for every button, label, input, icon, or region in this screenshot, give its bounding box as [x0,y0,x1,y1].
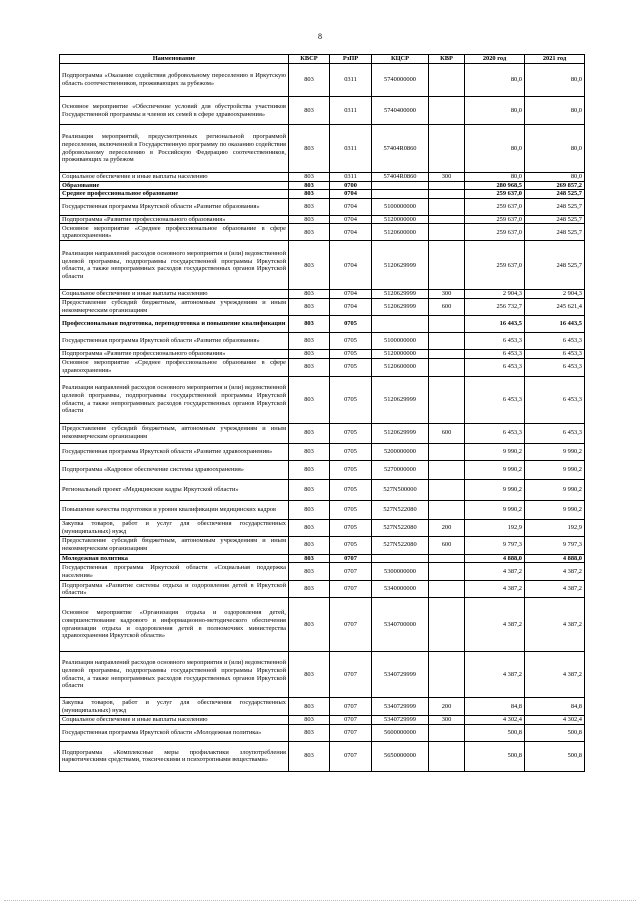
cell-name: Закупка товаров, работ и услуг для обеспечения государственных (муниципальных) нужд [60,519,289,536]
cell-name: Основное мероприятие «Среднее профессиональное образование в сфере здравоохранения» [60,224,289,241]
cell-name: Основное мероприятие «Обеспечение условий для обустройства участников Государственной программы и членов их семей в сфере здравоохранения» [60,97,289,125]
header-kcsr: КЦСР [372,55,429,64]
cell-rzpr: 0705 [330,376,372,423]
cell-2020: 9 990,2 [465,479,525,500]
table-row [60,423,585,443]
cell-kvsr: 803 [289,554,330,563]
cell-name: Образование [60,181,289,190]
cell-kvsr: 803 [289,741,330,771]
table-row [60,198,585,215]
cell-kcsr: 5100000000 [372,198,429,215]
cell-kvsr: 803 [289,598,330,652]
cell-name: Среднее профессиональное образование [60,190,289,199]
cell-kvsr: 803 [289,443,330,460]
cell-kvr [429,460,465,479]
cell-name: Реализация направлений расходов основного мероприятия и (или) ведомственной целевой программы, подпрограммы государственной программы Иркутской области, а также непрограммных расходов государственных органов Иркутской области [60,241,289,290]
cell-kvr [429,581,465,598]
cell-2021: 9 990,2 [525,479,585,500]
cell-2021: 4 387,2 [525,581,585,598]
cell-name: Основное мероприятие «Среднее профессиональное образование в сфере здравоохранения» [60,358,289,376]
cell-2021: 248 525,7 [525,224,585,241]
header-kvr: КВР [429,55,465,64]
cell-rzpr: 0704 [330,215,372,224]
cell-kvsr: 803 [289,358,330,376]
cell-rzpr: 0705 [330,358,372,376]
cell-kvr: 200 [429,519,465,536]
table-row [60,224,585,241]
cell-kvr [429,358,465,376]
table-row [60,581,585,598]
cell-kcsr: 5340700000 [372,598,429,652]
cell-kcsr: 5740400000 [372,97,429,125]
cell-2021: 500,8 [525,741,585,771]
cell-2020: 259 637,0 [465,241,525,290]
cell-kcsr: 57404R0860 [372,125,429,173]
cell-2020: 4 387,2 [465,598,525,652]
cell-rzpr: 0311 [330,97,372,125]
cell-kvr [429,224,465,241]
cell-2021: 500,8 [525,724,585,741]
table-row [60,500,585,519]
cell-kvsr: 803 [289,298,330,315]
cell-name: Подпрограмма «Кадровое обеспечение системы здравоохранения» [60,460,289,479]
cell-name: Реализация направлений расходов основного мероприятия и (или) ведомственной целевой программы, подпрограммы государственной программы Иркутской области, а также непрограммных расходов государственных органов Иркутской области [60,376,289,423]
cell-kcsr: 5100000000 [372,332,429,349]
cell-rzpr: 0707 [330,698,372,716]
cell-name: Социальное обеспечение и иные выплаты населению [60,173,289,182]
cell-2020: 4 888,0 [465,554,525,563]
cell-2021: 80,0 [525,64,585,97]
cell-2021: 248 525,7 [525,215,585,224]
table-row [60,652,585,698]
cell-2020: 6 453,3 [465,349,525,358]
cell-2021: 9 990,2 [525,460,585,479]
cell-kvsr: 803 [289,224,330,241]
table-row [60,349,585,358]
cell-kvr: 300 [429,290,465,299]
cell-kvr [429,652,465,698]
table-row [60,598,585,652]
cell-kvsr: 803 [289,215,330,224]
cell-rzpr: 0707 [330,716,372,725]
cell-kvr: 200 [429,698,465,716]
cell-name: Предоставление субсидий бюджетным, автономным учреждениям и иным некоммерческим организациям [60,423,289,443]
cell-rzpr: 0705 [330,479,372,500]
table-row [60,215,585,224]
cell-2021: 80,0 [525,125,585,173]
cell-kcsr: 5120600000 [372,224,429,241]
cell-rzpr: 0707 [330,598,372,652]
cell-name: Предоставление субсидий бюджетным, автономным учреждениям и иным некоммерческим организациям [60,298,289,315]
header-2020: 2020 год [465,55,525,64]
header-rzpr: РзПР [330,55,372,64]
cell-2020: 256 732,7 [465,298,525,315]
cell-2020: 259 637,0 [465,190,525,199]
cell-name: Подпрограмма «Развитие системы отдыха и оздоровления детей в Иркутской области» [60,581,289,598]
cell-kvr [429,332,465,349]
cell-name: Профессиональная подготовка, переподготовка и повышение квалификации [60,315,289,332]
cell-2020: 4 302,4 [465,716,525,725]
cell-kvr [429,181,465,190]
cell-2020: 9 990,2 [465,460,525,479]
cell-kvr: 600 [429,536,465,554]
cell-kcsr: 5340729999 [372,716,429,725]
cell-kcsr: 5120600000 [372,358,429,376]
cell-kvsr: 803 [289,716,330,725]
cell-2021: 9 990,2 [525,443,585,460]
cell-kvr: 600 [429,298,465,315]
table-row [60,173,585,182]
cell-name: Социальное обеспечение и иные выплаты населению [60,290,289,299]
cell-rzpr: 0707 [330,741,372,771]
cell-kcsr [372,554,429,563]
table-row [60,181,585,190]
cell-2021: 248 525,7 [525,198,585,215]
cell-kcsr: 5200000000 [372,443,429,460]
cell-kvsr: 803 [289,563,330,581]
cell-2020: 6 453,3 [465,332,525,349]
cell-kvr [429,479,465,500]
cell-2020: 259 637,0 [465,215,525,224]
cell-rzpr: 0707 [330,724,372,741]
cell-rzpr: 0707 [330,652,372,698]
cell-2021: 4 387,2 [525,598,585,652]
cell-kvr [429,349,465,358]
cell-name: Государственная программа Иркутской области «Молодежная политика» [60,724,289,741]
table-row [60,241,585,290]
cell-kvr [429,724,465,741]
cell-2020: 80,0 [465,64,525,97]
cell-kcsr: 5120629999 [372,423,429,443]
cell-name: Государственная программа Иркутской области «Социальная поддержка населения» [60,563,289,581]
cell-2021: 6 453,3 [525,376,585,423]
header-kvsr: КВСР [289,55,330,64]
cell-rzpr: 0311 [330,125,372,173]
cell-rzpr: 0707 [330,554,372,563]
table-row [60,724,585,741]
cell-kvsr: 803 [289,332,330,349]
cell-kvr [429,241,465,290]
table-row [60,563,585,581]
cell-kvr [429,443,465,460]
cell-2021: 248 525,7 [525,190,585,199]
cell-kcsr: 5120000000 [372,215,429,224]
cell-rzpr: 0311 [330,64,372,97]
cell-name: Подпрограмма «Оказание содействия добровольному переселению в Иркутскую область соотечественников, проживающих за рубежом» [60,64,289,97]
table-row [60,443,585,460]
cell-kvsr: 803 [289,125,330,173]
cell-2021: 16 443,5 [525,315,585,332]
cell-kcsr [372,181,429,190]
cell-kcsr: 5120629999 [372,241,429,290]
cell-2021: 80,0 [525,173,585,182]
cell-kvsr: 803 [289,536,330,554]
cell-name: Молодежная политика [60,554,289,563]
table-row [60,290,585,299]
cell-kvsr: 803 [289,198,330,215]
cell-name: Подпрограмма «Развитие профессионального образования» [60,215,289,224]
table-row [60,358,585,376]
cell-kvr [429,198,465,215]
cell-kvsr: 803 [289,479,330,500]
cell-kcsr: 5340729999 [372,698,429,716]
header-name: Наименование [60,55,289,64]
cell-2020: 280 968,5 [465,181,525,190]
cell-kvsr: 803 [289,181,330,190]
cell-kvsr: 803 [289,460,330,479]
cell-kvsr: 803 [289,581,330,598]
cell-2021: 84,8 [525,698,585,716]
cell-rzpr: 0705 [330,423,372,443]
cell-kvsr: 803 [289,500,330,519]
table-row [60,698,585,716]
cell-rzpr: 0704 [330,190,372,199]
cell-name: Подпрограмма «Развитие профессионального образования» [60,349,289,358]
cell-kcsr: 5120629999 [372,290,429,299]
table-row [60,376,585,423]
cell-kcsr: 5340729999 [372,652,429,698]
cell-2020: 6 453,3 [465,376,525,423]
cell-2021: 80,0 [525,97,585,125]
table-header-row [60,55,585,64]
cell-rzpr: 0705 [330,536,372,554]
cell-kcsr: 5300000000 [372,563,429,581]
cell-kvr [429,215,465,224]
page-number: 8 [318,32,322,41]
cell-rzpr: 0700 [330,181,372,190]
table-row [60,479,585,500]
cell-rzpr: 0704 [330,290,372,299]
cell-2021: 9 990,2 [525,500,585,519]
cell-2021: 2 904,3 [525,290,585,299]
cell-kvr: 600 [429,423,465,443]
cell-kvr: 300 [429,173,465,182]
table-row [60,298,585,315]
cell-2020: 259 637,0 [465,198,525,215]
cell-rzpr: 0705 [330,443,372,460]
cell-2020: 2 904,3 [465,290,525,299]
cell-kcsr: 57404R0860 [372,173,429,182]
cell-kvsr: 803 [289,290,330,299]
cell-name: Основное мероприятие «Организация отдыха и оздоровления детей, совершенствование кадрового и информационно-методического обеспечения организации отдыха и оздоровления детей в полномочиях министерства здравоохранения Иркутской области» [60,598,289,652]
cell-name: Государственная программа Иркутской области «Развитие образования» [60,332,289,349]
table-row [60,519,585,536]
cell-2021: 4 387,2 [525,563,585,581]
header-2021: 2021 год [525,55,585,64]
cell-kvsr: 803 [289,724,330,741]
cell-2021: 6 453,3 [525,349,585,358]
cell-2020: 16 443,5 [465,315,525,332]
cell-name: Социальное обеспечение и иные выплаты населению [60,716,289,725]
cell-2021: 248 525,7 [525,241,585,290]
cell-kcsr: 5340000000 [372,581,429,598]
cell-2021: 6 453,3 [525,332,585,349]
cell-2020: 80,0 [465,173,525,182]
cell-kvr [429,315,465,332]
table-row [60,554,585,563]
cell-kcsr: 527N522080 [372,519,429,536]
cell-2021: 192,9 [525,519,585,536]
cell-kcsr: 527N522080 [372,536,429,554]
cell-name: Предоставление субсидий бюджетным, автономным учреждениям и иным некоммерческим организациям [60,536,289,554]
cell-kvr [429,598,465,652]
cell-name: Повышение качества подготовки и уровня квалификации медицинских кадров [60,500,289,519]
cell-name: Реализация мероприятий, предусмотренных региональной программой переселения, включенной в Государственную программу по оказанию содействия добровольному переселению в Российскую Федерацию соотечественников, проживающих за рубежом [60,125,289,173]
cell-2020: 6 453,3 [465,358,525,376]
cell-kvr [429,554,465,563]
table-row [60,125,585,173]
cell-kvr [429,190,465,199]
table-row [60,716,585,725]
cell-rzpr: 0705 [330,349,372,358]
cell-kvr [429,500,465,519]
table-row [60,97,585,125]
cell-rzpr: 0705 [330,315,372,332]
cell-2021: 4 302,4 [525,716,585,725]
cell-2021: 4 387,2 [525,652,585,698]
cell-kcsr: 5120629999 [372,298,429,315]
cell-rzpr: 0705 [330,519,372,536]
cell-name: Подпрограмма «Комплексные меры профилактики злоупотребления наркотическими средствами, токсическими и психотропными веществами» [60,741,289,771]
cell-rzpr: 0705 [330,500,372,519]
cell-kvr [429,97,465,125]
cell-2021: 4 888,0 [525,554,585,563]
table-row [60,64,585,97]
cell-2021: 269 857,2 [525,181,585,190]
cell-2020: 6 453,3 [465,423,525,443]
cell-kcsr [372,190,429,199]
cell-kvsr: 803 [289,97,330,125]
cell-rzpr: 0707 [330,581,372,598]
cell-kvsr: 803 [289,64,330,97]
cell-kvr [429,563,465,581]
cell-kvr [429,64,465,97]
cell-kcsr: 5120000000 [372,349,429,358]
cell-kvsr: 803 [289,423,330,443]
table-row [60,460,585,479]
table-row [60,190,585,199]
cell-rzpr: 0707 [330,563,372,581]
cell-2020: 4 387,2 [465,652,525,698]
cell-2020: 9 797,3 [465,536,525,554]
cell-name: Закупка товаров, работ и услуг для обеспечения государственных (муниципальных) нужд [60,698,289,716]
cell-kvr [429,125,465,173]
cell-2021: 9 797,3 [525,536,585,554]
cell-name: Государственная программа Иркутской области «Развитие образования» [60,198,289,215]
cell-kvr [429,741,465,771]
cell-kvr [429,376,465,423]
cell-kvr: 300 [429,716,465,725]
cell-2020: 500,8 [465,741,525,771]
cell-2020: 9 990,2 [465,443,525,460]
cell-rzpr: 0704 [330,298,372,315]
cell-rzpr: 0704 [330,224,372,241]
cell-kcsr: 527N522080 [372,500,429,519]
cell-kvsr: 803 [289,349,330,358]
cell-name: Региональный проект «Медицинские кадры Иркутской области» [60,479,289,500]
cell-rzpr: 0704 [330,241,372,290]
cell-rzpr: 0705 [330,332,372,349]
cell-kvsr: 803 [289,315,330,332]
cell-kcsr: 5740000000 [372,64,429,97]
cell-rzpr: 0311 [330,173,372,182]
cell-2020: 259 637,0 [465,224,525,241]
cell-2020: 80,0 [465,125,525,173]
cell-kcsr: 527N500000 [372,479,429,500]
cell-kvsr: 803 [289,652,330,698]
table-row [60,315,585,332]
cell-kvsr: 803 [289,376,330,423]
cell-kcsr: 5120629999 [372,376,429,423]
table-body [60,64,585,772]
table-row [60,332,585,349]
cell-2021: 6 453,3 [525,358,585,376]
scan-edge [4,899,636,901]
table-row [60,741,585,771]
cell-2020: 500,8 [465,724,525,741]
cell-2021: 6 453,3 [525,423,585,443]
cell-kvsr: 803 [289,173,330,182]
cell-name: Государственная программа Иркутской области «Развитие здравоохранения» [60,443,289,460]
cell-2021: 245 621,4 [525,298,585,315]
cell-kvsr: 803 [289,241,330,290]
cell-kcsr [372,315,429,332]
budget-table [59,54,585,772]
cell-2020: 84,8 [465,698,525,716]
table-row [60,536,585,554]
cell-2020: 80,0 [465,97,525,125]
cell-2020: 4 387,2 [465,581,525,598]
cell-kcsr: 5270000000 [372,460,429,479]
cell-2020: 9 990,2 [465,500,525,519]
cell-rzpr: 0705 [330,460,372,479]
cell-2020: 192,9 [465,519,525,536]
cell-kvsr: 803 [289,190,330,199]
cell-kvsr: 803 [289,698,330,716]
cell-kcsr: 5650000000 [372,741,429,771]
cell-kvsr: 803 [289,519,330,536]
cell-kcsr: 5600000000 [372,724,429,741]
cell-2020: 4 387,2 [465,563,525,581]
cell-rzpr: 0704 [330,198,372,215]
cell-name: Реализация направлений расходов основного мероприятия и (или) ведомственной целевой программы, подпрограммы государственной программы Иркутской области, а также непрограммных расходов государственных органов Иркутской области [60,652,289,698]
